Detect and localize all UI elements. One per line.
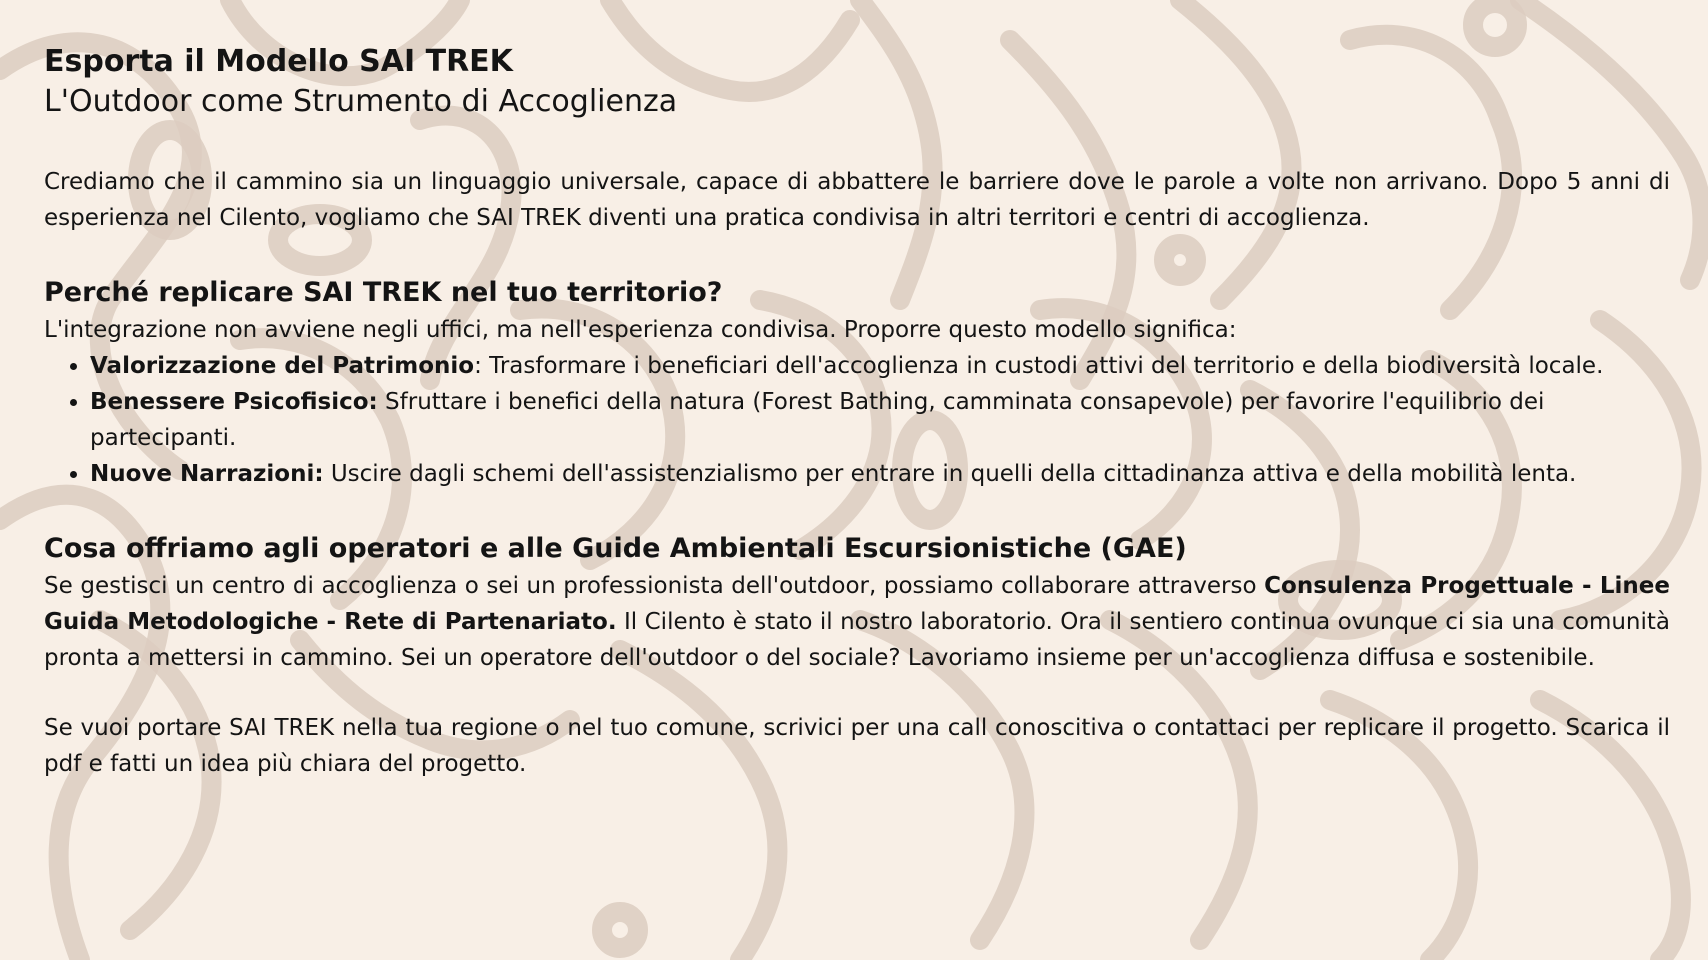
benefits-list bbox=[44, 348, 1670, 492]
list-item-text: Uscire dagli schemi dell'assistenzialismo per entrare in quelli della cittadinanza attiva e della mobilità lenta. bbox=[323, 461, 1577, 487]
page-title: Esporta il Modello SAI TREK bbox=[44, 44, 513, 79]
page-subtitle: L'Outdoor come Strumento di Accoglienza bbox=[44, 84, 678, 119]
offer-text-start: Se gestisci un centro di accoglienza o sei un professionista dell'outdoor, possiamo collaborare attraverso bbox=[44, 573, 1265, 599]
list-item-label: Nuove Narrazioni: bbox=[90, 461, 324, 487]
list-item-label: Valorizzazione del Patrimonio bbox=[90, 353, 475, 379]
section-heading-offer: Cosa offriamo agli operatori e alle Guide Ambientali Escursionistiche (GAE) bbox=[44, 533, 1187, 564]
offer-text-end: Il Cilento è stato il nostro laboratorio. Ora il sentiero continua ovunque ci sia una comunità pronta a mettersi in cammino. Sei un operatore dell'outdoor o del sociale? Lavoriamo insieme per un'accoglienza diffusa e sostenibile. bbox=[44, 609, 1671, 671]
list-item-label: Benessere Psicofisico: bbox=[90, 389, 378, 415]
list-item bbox=[90, 348, 1670, 384]
list-item-text: Sfruttare i benefici della natura (Forest Bathing, camminata consapevole) per favorire l'equilibrio dei partecipanti. bbox=[90, 389, 1545, 451]
main-content bbox=[44, 42, 1670, 782]
closing-paragraph: Se vuoi portare SAI TREK nella tua regione o nel tuo comune, scrivici per una call conoscitiva o contattaci per replicare il progetto. Scarica il pdf e fatti un idea più chiara del progetto. bbox=[44, 715, 1670, 777]
list-item-text: : Trasformare i beneficiari dell'accoglienza in custodi attivi del territorio e della biodiversità locale. bbox=[474, 353, 1604, 379]
list-item bbox=[90, 456, 1670, 492]
intro-paragraph: Crediamo che il cammino sia un linguaggio universale, capace di abbattere le barriere dove le parole a volte non arrivano. Dopo 5 anni di esperienza nel Cilento, vogliamo che SAI TREK diventi una pratica condivisa in altri territori e centri di accoglienza. bbox=[44, 169, 1670, 231]
section-lead-replicate: L'integrazione non avviene negli uffici, ma nell'esperienza condivisa. Proporre questo modello significa: bbox=[44, 317, 1237, 343]
list-item bbox=[90, 384, 1670, 456]
offer-highlight: Consulenza Progettuale - Linee Guida Metodologiche - Rete di Partenariato. bbox=[44, 573, 1670, 635]
section-heading-replicate: Perché replicare SAI TREK nel tuo territorio? bbox=[44, 277, 723, 308]
offer-paragraph bbox=[44, 568, 1670, 676]
